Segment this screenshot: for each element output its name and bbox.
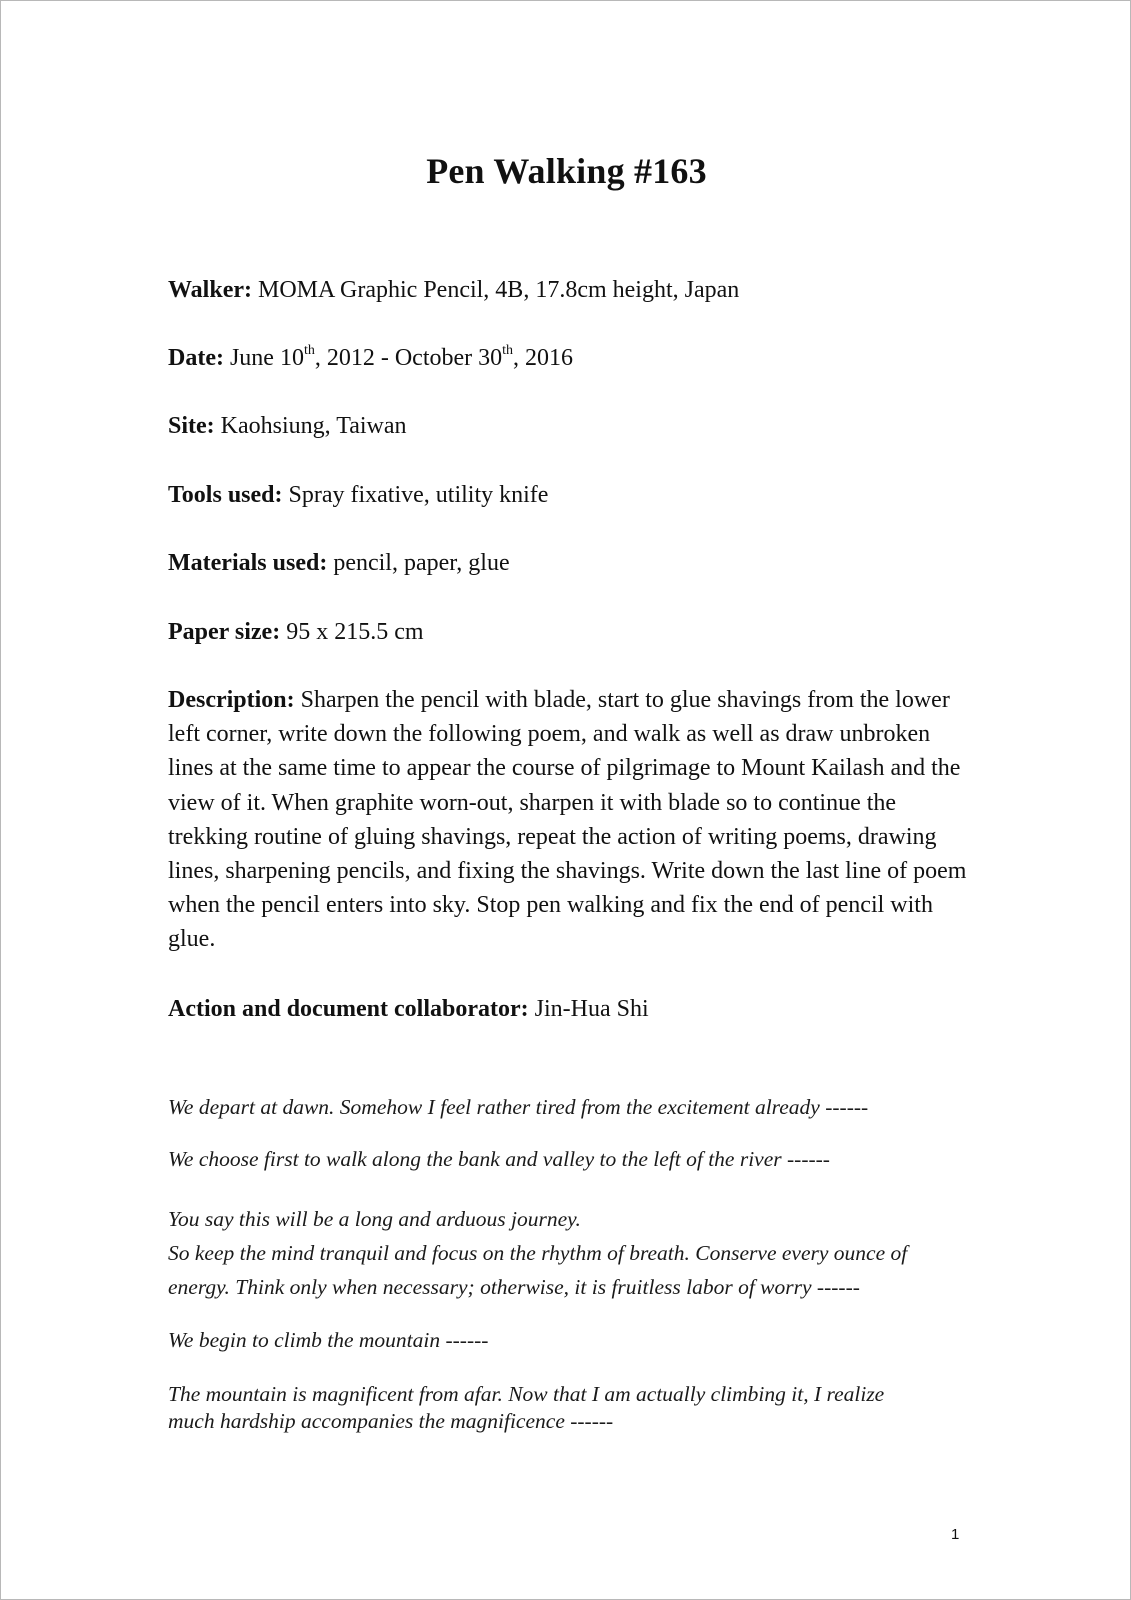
materials-value: pencil, paper, glue (327, 550, 510, 576)
poem-stanza-3-line-3: energy. Think only when necessary; otherwise, it is fruitless labor of worry ------ (168, 1275, 860, 1299)
date-start-superscript: th (303, 343, 315, 358)
date-end-suffix: , 2016 (513, 345, 574, 371)
description-text: Sharpen the pencil with blade, start to glue shavings from the lower left corner, write down the following poem, and walk as well as draw unbroken lines at the same time to appear the course of pilgrimage to Mount Kailash and the view of it. When graphite worn-out, sharpen it with blade so to continue the trekking routine of gluing shavings, repeat the action of writing poems, drawing lines, sharpening pencils, and fixing the shavings. Write down the last line of poem when the pencil enters into sky. Stop pen walking and fix the end of pencil with glue. (168, 687, 967, 953)
description-paragraph (168, 683, 968, 957)
date-start-prefix: June 10 (223, 345, 304, 371)
walker-field (168, 273, 968, 307)
poem-stanza-2: We choose first to walk along the bank and valley to the left of the river ------ (168, 1147, 830, 1171)
poem-stanza-3-line-2: So keep the mind tranquil and focus on the rhythm of breath. Conserve every ounce of (168, 1241, 908, 1265)
document-title: Pen Walking #163 (426, 151, 707, 191)
paper-size-label: Paper size: (168, 619, 281, 645)
date-end-superscript: th (502, 343, 514, 358)
poem-stanza-5 (168, 1381, 988, 1435)
poem-stanza-4: We begin to climb the mountain ------ (168, 1328, 489, 1352)
tools-value: Spray fixative, utility knife (282, 482, 549, 508)
paper-size-field (168, 615, 968, 649)
walker-value: MOMA Graphic Pencil, 4B, 17.8cm height, Japan (252, 277, 740, 303)
tools-field (168, 478, 968, 512)
walker-label: Walker: (168, 277, 252, 303)
poem-stanza-3 (168, 1202, 988, 1304)
description-label: Description: (168, 687, 295, 713)
site-label: Site: (168, 413, 215, 439)
tools-label: Tools used: (168, 482, 283, 508)
date-label: Date: (168, 345, 224, 371)
date-start-suffix: , 2012 - October 30 (314, 345, 503, 371)
collaborator-value: Jin-Hua Shi (528, 996, 649, 1022)
poem-stanza-1: We depart at dawn. Somehow I feel rather tired from the excitement already ------ (168, 1095, 869, 1119)
materials-label: Materials used: (168, 550, 328, 576)
date-field (168, 341, 968, 375)
materials-field (168, 546, 968, 580)
collaborator-field (168, 992, 968, 1026)
page-number: 1 (951, 1526, 960, 1543)
site-value: Kaohsiung, Taiwan (214, 413, 407, 439)
paper-size-value: 95 x 215.5 cm (280, 619, 424, 645)
site-field (168, 409, 968, 443)
poem-stanza-3-line-1: You say this will be a long and arduous journey. (168, 1207, 581, 1231)
poem-stanza-5-line-2: much hardship accompanies the magnificence ------ (168, 1409, 614, 1433)
collaborator-label: Action and document collaborator: (168, 996, 529, 1022)
poem-stanza-5-line-1: The mountain is magnificent from afar. Now that I am actually climbing it, I realize (168, 1382, 885, 1406)
